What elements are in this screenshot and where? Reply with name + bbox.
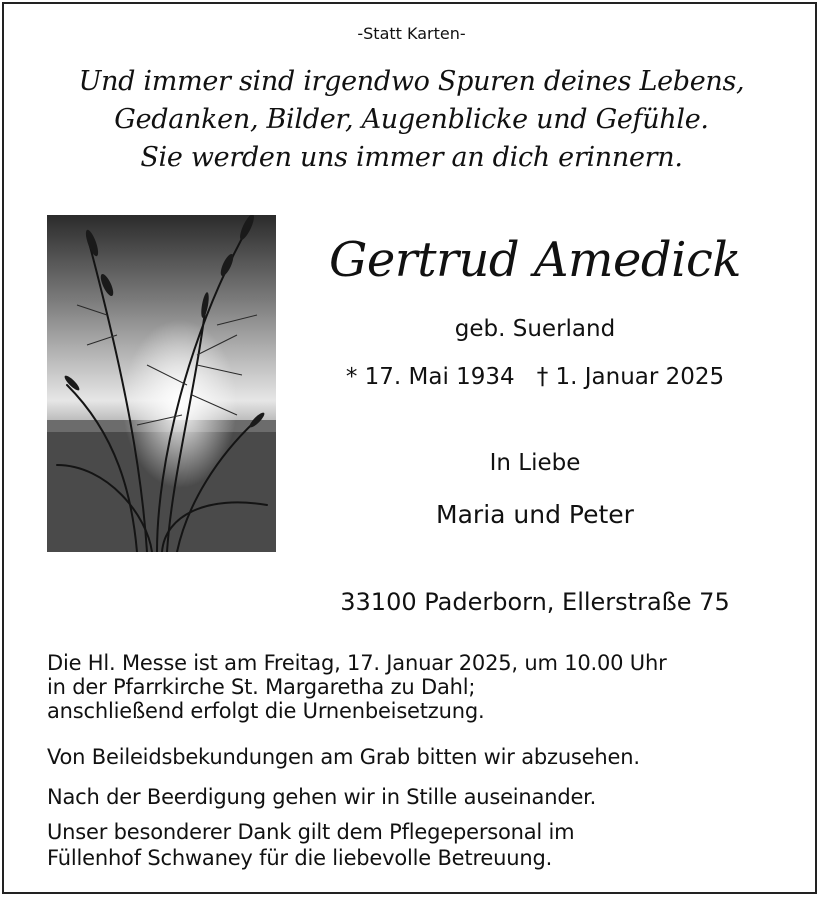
statt-karten-label: -Statt Karten- <box>357 24 466 43</box>
mass-info-line-3: anschließend erfolgt die Urnenbeisetzung. <box>47 699 485 723</box>
death-date: † 1. Januar 2025 <box>536 364 725 390</box>
condolences-note: Von Beileidsbekundungen am Grab bitten wir abzusehen. <box>47 745 640 769</box>
quiet-note: Nach der Beerdigung gehen wir in Stille auseinander. <box>47 785 597 809</box>
poem-line-1: Und immer sind irgendwo Spuren deines Lebens, <box>78 66 745 97</box>
in-love-label: In Liebe <box>489 450 581 476</box>
birth-date: * 17. Mai 1934 <box>345 364 515 390</box>
deceased-name: Gertrud Amedick <box>329 232 741 288</box>
thanks-line-1: Unser besonderer Dank gilt dem Pflegepersonal im <box>47 820 575 844</box>
birth-name: geb. Suerland <box>454 316 616 342</box>
poem-line-3: Sie werden uns immer an dich erinnern. <box>140 142 683 173</box>
thanks-line-2: Füllenhof Schwaney für die liebevolle Betreuung. <box>47 846 553 870</box>
grass-photo-image <box>47 215 276 552</box>
grass-photo-icon <box>47 215 276 552</box>
family-address: 33100 Paderborn, Ellerstraße 75 <box>340 588 730 616</box>
mass-info-line-2: in der Pfarrkirche St. Margaretha zu Dahl; <box>47 675 476 699</box>
poem-line-2: Gedanken, Bilder, Augenblicke und Gefühle. <box>114 104 709 135</box>
mass-info-line-1: Die Hl. Messe ist am Freitag, 17. Januar 2025, um 10.00 Uhr <box>47 651 667 675</box>
life-dates <box>285 364 785 390</box>
mourner-names: Maria und Peter <box>436 500 634 529</box>
